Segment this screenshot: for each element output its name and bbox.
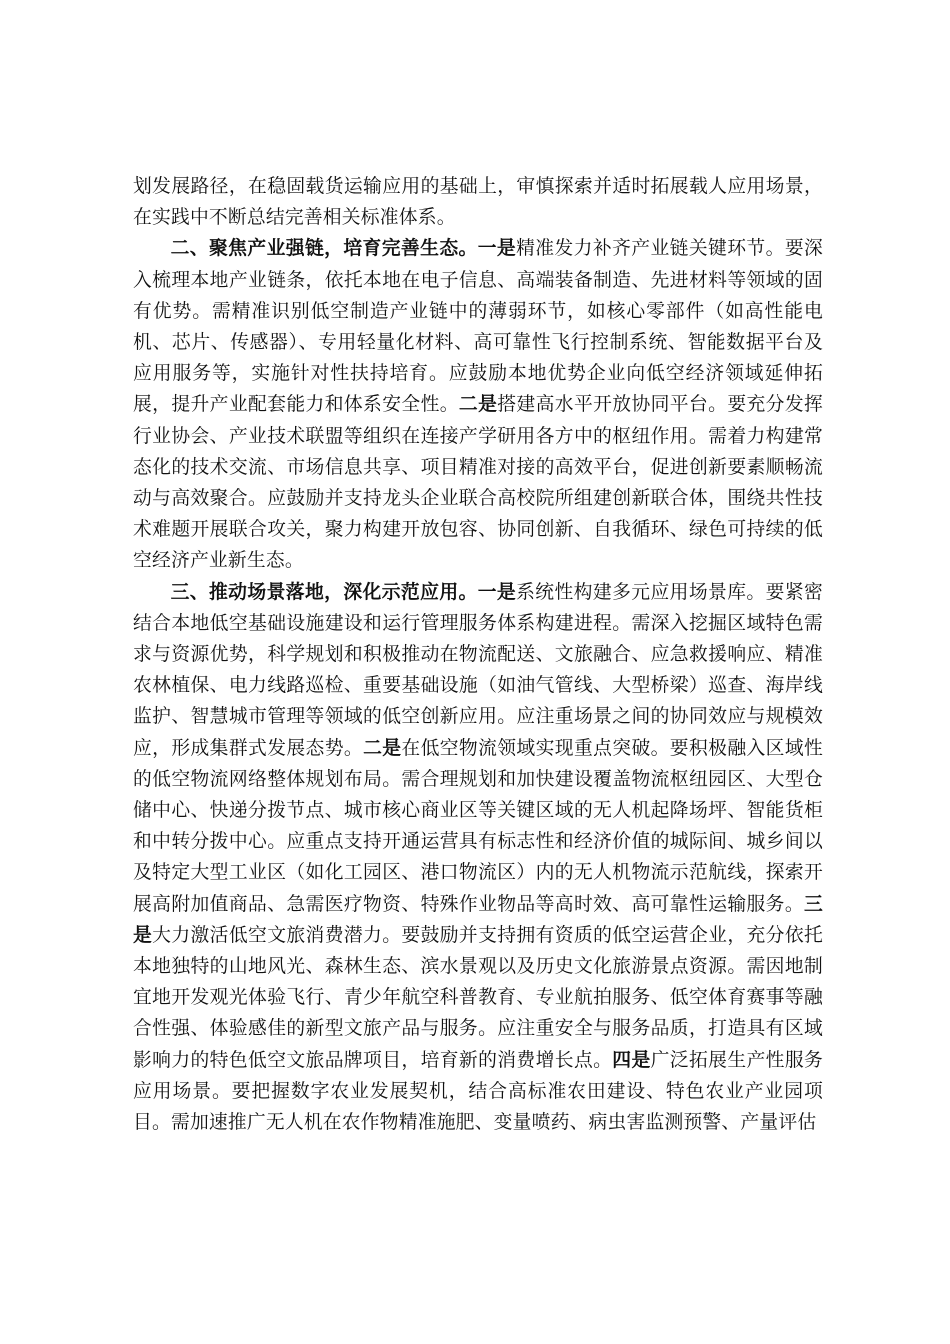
- enumeration-keyword: 二是: [458, 394, 498, 416]
- section-heading: 二、聚焦产业强链，培育完善生态。: [170, 238, 478, 260]
- body-text: 划发展路径，在稳固载货运输应用的基础上，审慎探索并适时拓展载人应用场景，在实践中不断总结完善相关标准体系。: [133, 176, 823, 229]
- body-text: 系统性构建多元应用场景库。要紧密结合本地低空基础设施建设和运行管理服务体系构建进程。需深入挖掘区域特色需求与资源优势，科学规划和积极推动在物流配送、文旅融合、应急救援响应、精准农林植保、电力线路巡检、重要基础设施（如油气管线、大型桥梁）巡查、海岸线监护、智慧城市管理等领域的低空创新应用。应注重场景之间的协同效应与规模效应，形成集群式发展态势。: [133, 581, 823, 759]
- document-page: [133, 171, 823, 1138]
- section-heading: 三、推动场景落地，深化示范应用。: [170, 581, 478, 603]
- body-text: 大力激活低空文旅消费潜力。要鼓励并支持拥有资质的低空运营企业，充分依托本地独特的山地风光、森林生态、滨水景观以及历史文化旅游景点资源。需因地制宜地开发观光体验飞行、青少年航空科普教育、专业航拍服务、低空体育赛事等融合性强、体验感佳的新型文旅产品与服务。应注重安全与服务品质，打造具有区域影响力的特色低空文旅品牌项目，培育新的消费增长点。: [133, 924, 823, 1071]
- paragraph-section-three: [133, 577, 823, 1139]
- enumeration-keyword: 二是: [363, 737, 402, 759]
- body-text: 广泛拓展生产性服务应用场景。要把握数字农业发展契机，结合高标准农田建设、特色农业产业园项目。需加速推广无人机在农作物精准施肥、变量喷药、病虫害监测预警、产量评估: [133, 1049, 823, 1134]
- body-text: 搭建高水平开放协同平台。要充分发挥行业协会、产业技术联盟等组织在连接产学研用各方中的枢纽作用。需着力构建常态化的技术交流、市场信息共享、项目精准对接的高效平台，促进创新要素顺畅流动与高效聚合。应鼓励并支持龙头企业联合高校院所组建创新联合体，围绕共性技术难题开展联合攻关，聚力构建开放包容、协同创新、自我循环、绿色可持续的低空经济产业新生态。: [133, 394, 823, 572]
- paragraph-continuation: [133, 171, 823, 233]
- enumeration-keyword: 四是: [612, 1049, 651, 1071]
- body-text: 在低空物流领域实现重点突破。要积极融入区域性的低空物流网络整体规划布局。需合理规划和加快建设覆盖物流枢纽园区、大型仓储中心、快递分拨节点、城市核心商业区等关键区域的无人机起降场坪、智能货柜和中转分拨中心。应重点支持开通运营具有标志性和经济价值的城际间、城乡间以及特定大型工业区（如化工园区、港口物流区）内的无人机物流示范航线，探索开展高附加值商品、急需医疗物资、特殊作业物品等高时效、高可靠性运输服务。: [133, 737, 823, 915]
- body-text: 精准发力补齐产业链关键环节。要深入梳理本地产业链条，依托本地在电子信息、高端装备制造、先进材料等领域的固有优势。需精准识别低空制造产业链中的薄弱环节，如核心零部件（如高性能电机、芯片、传感器）、专用轻量化材料、高可靠性飞行控制系统、智能数据平台及应用服务等，实施针对性扶持培育。应鼓励本地优势企业向低空经济领域延伸拓展，提升产业配套能力和体系安全性。: [133, 238, 823, 416]
- enumeration-keyword: 三是: [133, 893, 823, 946]
- paragraph-section-two: [133, 233, 823, 576]
- enumeration-keyword: 一是: [477, 581, 517, 603]
- enumeration-keyword: 一是: [477, 238, 517, 260]
